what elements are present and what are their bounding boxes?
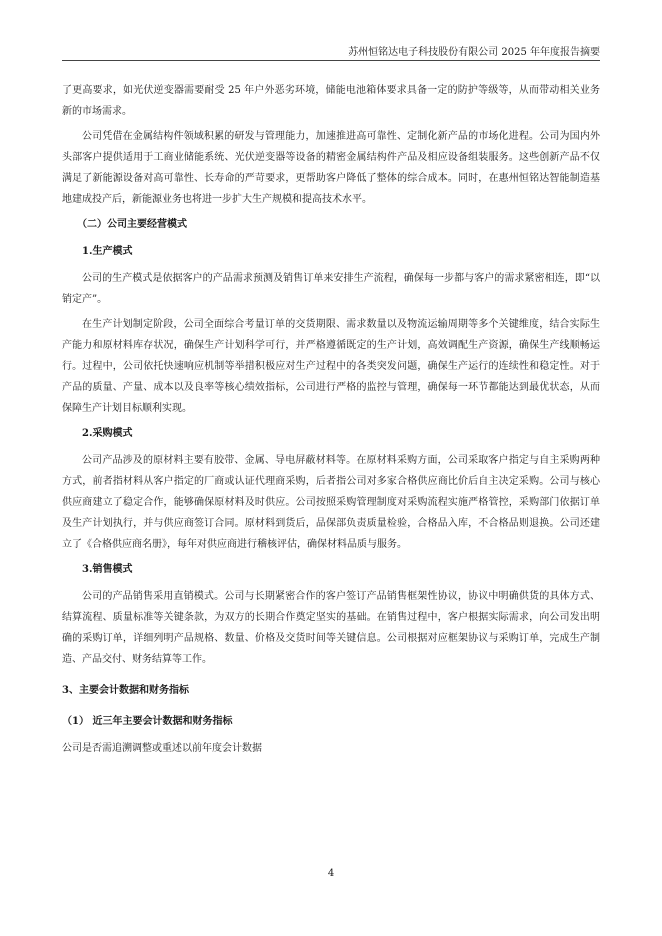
- paragraph-restatement-question: 公司是否需追溯调整或重述以前年度会计数据: [62, 743, 262, 754]
- paragraph-production-2: 在生产计划制定阶段，公司全面综合考量订单的交货期限、需求数量以及物流运输周期等多个关键维度，结合实际生产能力和原材料库存状况，确保生产计划科学可行，并严格遵循既定的生产计划，高效调配生产资源，确保生产线顺畅运行。过程中，公司依托快速响应机制等举措积极应对生产过程中的各类突发问题，确保生产运行的连续性和稳定性。对于产品的质量、产量、成本以及良率等核心绩效指标，公司进行严格的监控与管理，确保每一环节都能达到最优状态，从而保障生产计划目标顺利实现。: [62, 319, 600, 414]
- page-number: 4: [327, 868, 335, 879]
- paragraph-market-demand: 了更高要求，如光伏逆变器需要耐受 25 年户外恶劣环境，储能电池箱体要求具备一定的防护等级等，从而带动相关业务新的市场需求。: [62, 85, 600, 117]
- paragraph-production-1: 公司的生产模式是依据客户的产品需求预测及销售订单来安排生产流程，确保每一步都与客户的需求紧密相连，即“以销定产”。: [62, 273, 600, 305]
- heading-business-model: （二）公司主要经营模式: [77, 219, 187, 230]
- paragraph-purchase: 公司产品涉及的原材料主要有胶带、金属、导电屏蔽材料等。在原材料采购方面，公司采取客户指定与自主采购两种方式，前者指材料从客户指定的厂商或认证代理商采购，后者指公司对多家合格供应商比价后自主决定采购。公司与核心供应商建立了稳定合作，能够确保原材料及时供应。公司按照采购管理制度对采购流程实施严格管控，采购部门依据订单及生产计划执行，并与供应商签订合同。原材料到货后，品保部负责质量检验，合格品入库，不合格品则退换。公司还建立了《合格供应商名册》，每年对供应商进行稽核评估，确保材料品质与服务。: [62, 455, 600, 550]
- paragraph-sales: 公司的产品销售采用直销模式。公司与长期紧密合作的客户签订产品销售框架性协议，协议中明确供货的具体方式、结算流程、质量标准等关键条款，为双方的长期合作奠定坚实的基础。在销售过程中，客户根据实际需求，向公司发出明确的采购订单，详细列明产品规格、数量、价格及交货时间等关键信息。公司根据对应框架协议与采购订单，完成生产制造、产品交付、财务结算等工作。: [62, 591, 600, 665]
- heading-three-year-data: （1） 近三年主要会计数据和财务指标: [62, 716, 233, 727]
- heading-accounting-data: 3、主要会计数据和财务指标: [62, 685, 189, 696]
- heading-sales-model: 3.销售模式: [82, 564, 133, 575]
- page-content: [62, 80, 600, 763]
- heading-production-model: 1.生产模式: [82, 246, 133, 257]
- heading-purchase-model: 2.采购模式: [82, 428, 133, 439]
- paragraph-metal-structures: 公司凭借在金属结构件领域积累的研发与管理能力，加速推进高可靠性、定制化新产品的市场化进程。公司为国内外头部客户提供适用于工商业储能系统、光伏逆变器等设备的精密金属结构件产品及相应设备组装服务。这些创新产品不仅满足了新能源设备对高可靠性、长寿命的严苛要求，更帮助客户降低了整体的综合成本。同时，在惠州恒铭达智能制造基地建成投产后，新能源业务也将进一步扩大生产规模和提高技术水平。: [62, 131, 600, 205]
- report-header-title: 苏州恒铭达电子科技股份有限公司 2025 年年度报告摘要: [348, 47, 600, 58]
- header-divider: [62, 60, 600, 61]
